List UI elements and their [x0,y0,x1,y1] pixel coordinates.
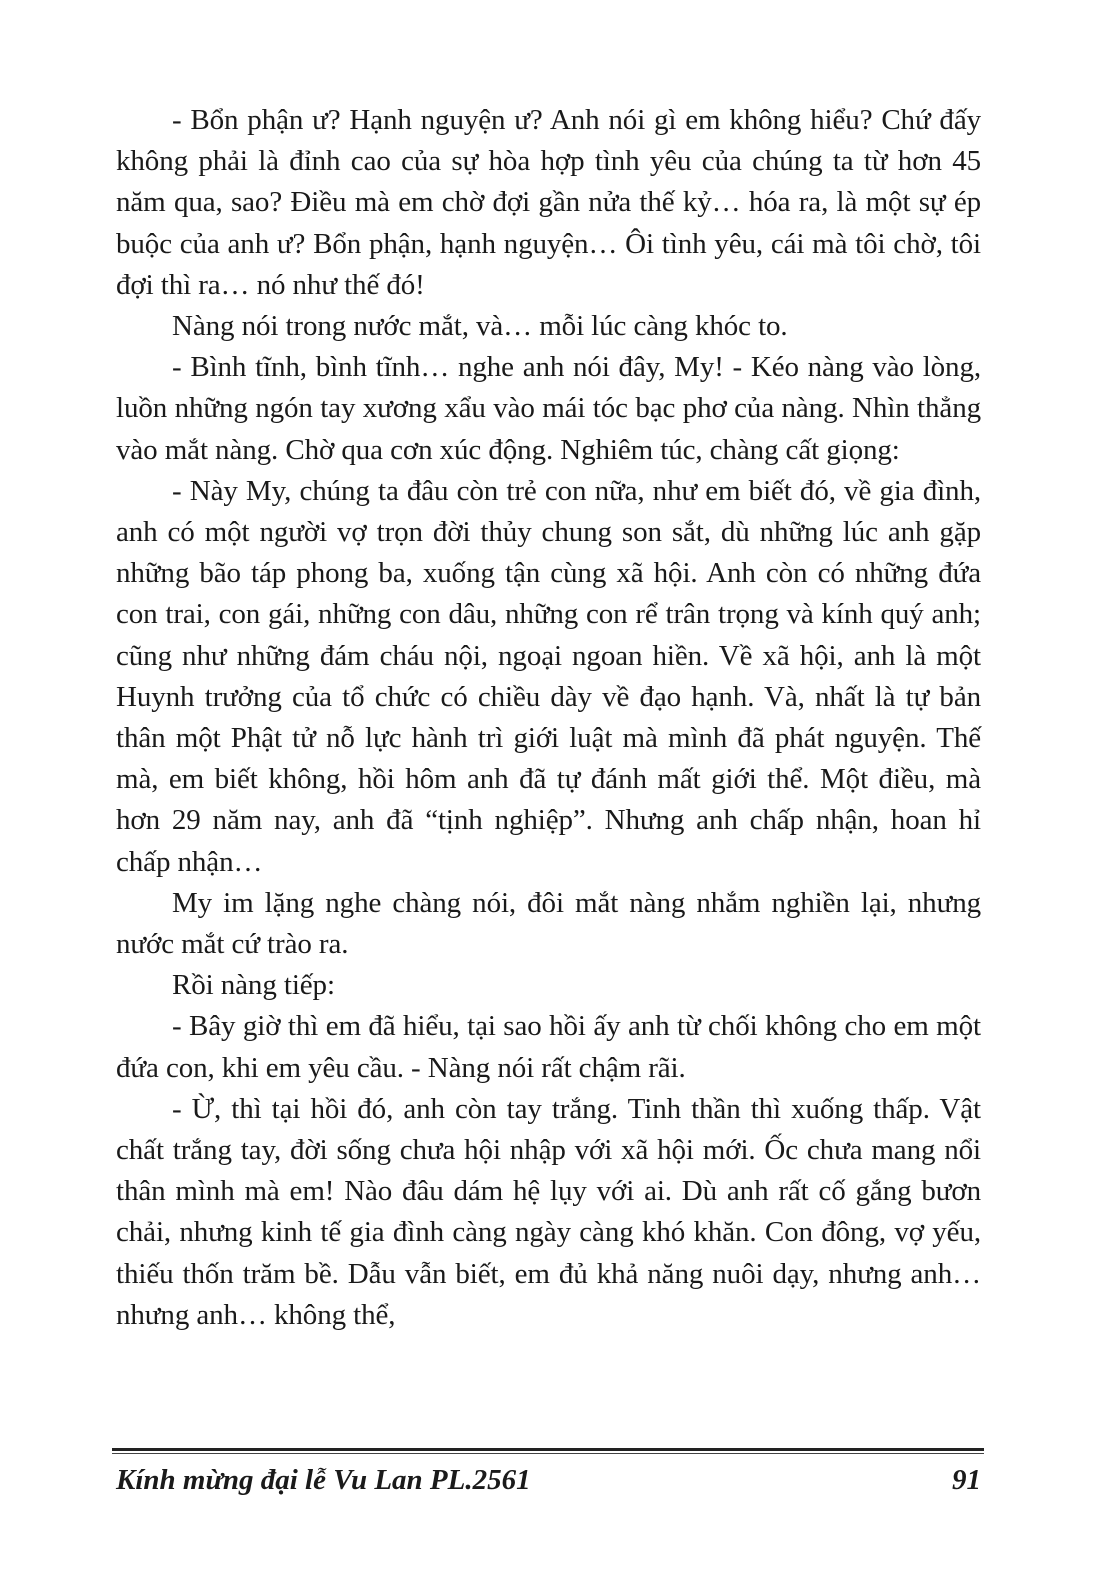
page-number: 91 [952,1464,981,1496]
paragraph-3: - Bình tĩnh, bình tĩnh… nghe anh nói đây, My! - Kéo nàng vào lòng, luồn những ngón tay xương xẩu vào mái tóc bạc phơ của nàng. Nhìn thẳng vào mắt nàng. Chờ qua cơn xúc động. Nghiêm túc, chàng cất giọng: [116,351,981,466]
paragraph-1: - Bổn phận ư? Hạnh nguyện ư? Anh nói gì em không hiểu? Chứ đấy không phải là đỉnh cao của sự hòa hợp tình yêu của chúng ta từ hơn 45 năm qua, sao? Điều mà em chờ đợi gần nửa thế kỷ… hóa ra, là một sự ép buộc của anh ư? Bổn phận, hạnh nguyện… Ôi tình yêu, cái mà tôi chờ, tôi đợi thì ra… nó như thế đó! [116,104,981,301]
paragraph-6: Rồi nàng tiếp: [172,969,335,1002]
body-text [116,100,981,1336]
paragraph-4: - Này My, chúng ta đâu còn trẻ con nữa, như em biết đó, về gia đình, anh có một người vợ trọn đời thủy chung son sắt, dù những lúc anh gặp những bão táp phong ba, xuống tận cùng xã hội. Anh còn có những đứa con trai, con gái, những con dâu, những con rể trân trọng và kính quý anh; cũng như những đám cháu nội, ngoại ngoan hiền. Về xã hội, anh là một Huynh trưởng của tổ chức có chiều dày về đạo hạnh. Và, nhất là tự bản thân một Phật tử nỗ lực hành trì giới luật mà mình đã phát nguyện. Thế mà, em biết không, hồi hôm anh đã tự đánh mất giới thể. Một điều, mà hơn 29 năm nay, anh đã “tịnh nghiệp”. Nhưng anh chấp nhận, hoan hỉ chấp nhận… [116,474,981,878]
paragraph-5: My im lặng nghe chàng nói, đôi mắt nàng nhắm nghiền lại, nhưng nước mắt cứ trào ra. [116,886,981,961]
footer-title: Kính mừng đại lễ Vu Lan PL.2561 [116,1464,531,1496]
paragraph-7: - Bây giờ thì em đã hiểu, tại sao hồi ấy anh từ chối không cho em một đứa con, khi em yêu cầu. - Nàng nói rất chậm rãi. [116,1010,981,1084]
paragraph-2: Nàng nói trong nước mắt, và… mỗi lúc càng khóc to. [172,310,788,343]
footer-rule [112,1448,984,1451]
footer-rule-thin [112,1453,984,1454]
paragraph-8: - Ừ, thì tại hồi đó, anh còn tay trắng. Tinh thần thì xuống thấp. Vật chất trắng tay, đời sống chưa hội nhập với xã hội mới. Ốc chưa mang nổi thân mình mà em! Nào đâu dám hệ lụy với ai. Dù anh rất cố gắng bươn chải, nhưng kinh tế gia đình càng ngày càng khó khăn. Con đông, vợ yếu, thiếu thốn trăm bề. Dẫu vẫn biết, em đủ khả năng nuôi dạy, nhưng anh… nhưng anh… không thể, [116,1092,981,1331]
